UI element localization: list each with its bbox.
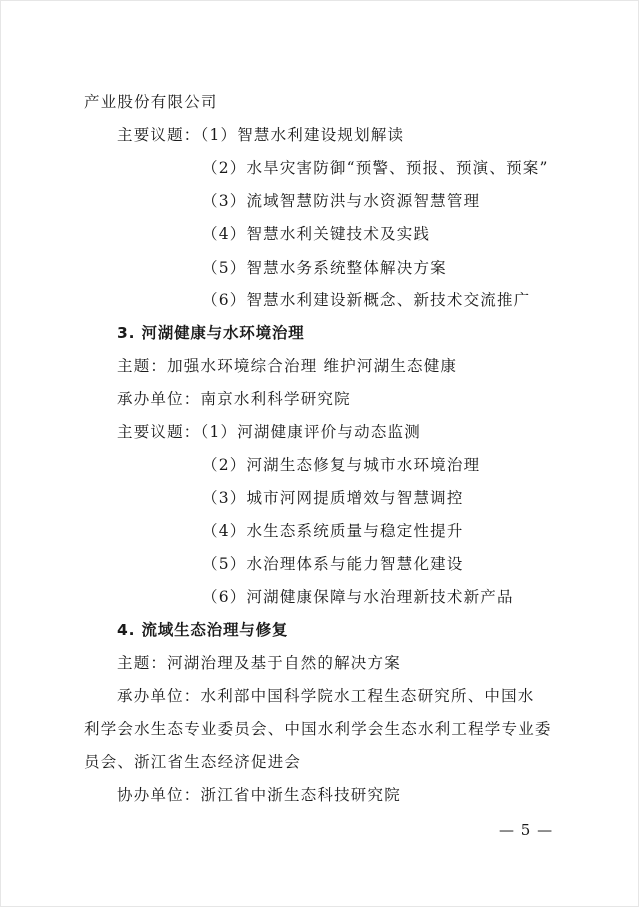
body-line: （6）智慧水利建设新概念、新技术交流推广 bbox=[202, 291, 531, 309]
body-line: （4）水生态系统质量与稳定性提升 bbox=[202, 522, 464, 540]
body-line: （3）流域智慧防洪与水资源智慧管理 bbox=[202, 192, 481, 210]
body-line: （5）水治理体系与能力智慧化建设 bbox=[202, 555, 464, 573]
section-heading: 4. 流域生态治理与修复 bbox=[117, 621, 289, 639]
body-line: （4）智慧水利关键技术及实践 bbox=[202, 225, 431, 243]
body-line: 主题：加强水环境综合治理 维护河湖生态健康 bbox=[117, 357, 458, 375]
body-line: 主要议题：（1）智慧水利建设规划解读 bbox=[117, 126, 405, 144]
page-number: — 5 — bbox=[499, 821, 554, 839]
body-line: 协办单位：浙江省中浙生态科技研究院 bbox=[117, 786, 401, 804]
body-line: （6）河湖健康保障与水治理新技术新产品 bbox=[202, 588, 514, 606]
body-line: （5）智慧水务系统整体解决方案 bbox=[202, 259, 447, 277]
body-line: （2）水旱灾害防御“预警、预报、预演、预案” bbox=[202, 159, 549, 177]
section-heading: 3. 河湖健康与水环境治理 bbox=[117, 324, 305, 342]
body-line: 承办单位：水利部中国科学院水工程生态研究所、中国水 bbox=[117, 687, 535, 705]
body-line: 主要议题：（1）河湖健康评价与动态监测 bbox=[117, 423, 421, 441]
body-line: （3）城市河网提质增效与智慧调控 bbox=[202, 489, 464, 507]
body-line: 产业股份有限公司 bbox=[84, 93, 218, 111]
body-line: （2）河湖生态修复与城市水环境治理 bbox=[202, 456, 481, 474]
body-line: 主题：河湖治理及基于自然的解决方案 bbox=[117, 654, 401, 672]
body-line: 利学会水生态专业委员会、中国水利学会生态水利工程学专业委 bbox=[84, 720, 552, 738]
body-line: 承办单位：南京水利科学研究院 bbox=[117, 390, 351, 408]
body-line: 员会、浙江省生态经济促进会 bbox=[84, 753, 302, 771]
